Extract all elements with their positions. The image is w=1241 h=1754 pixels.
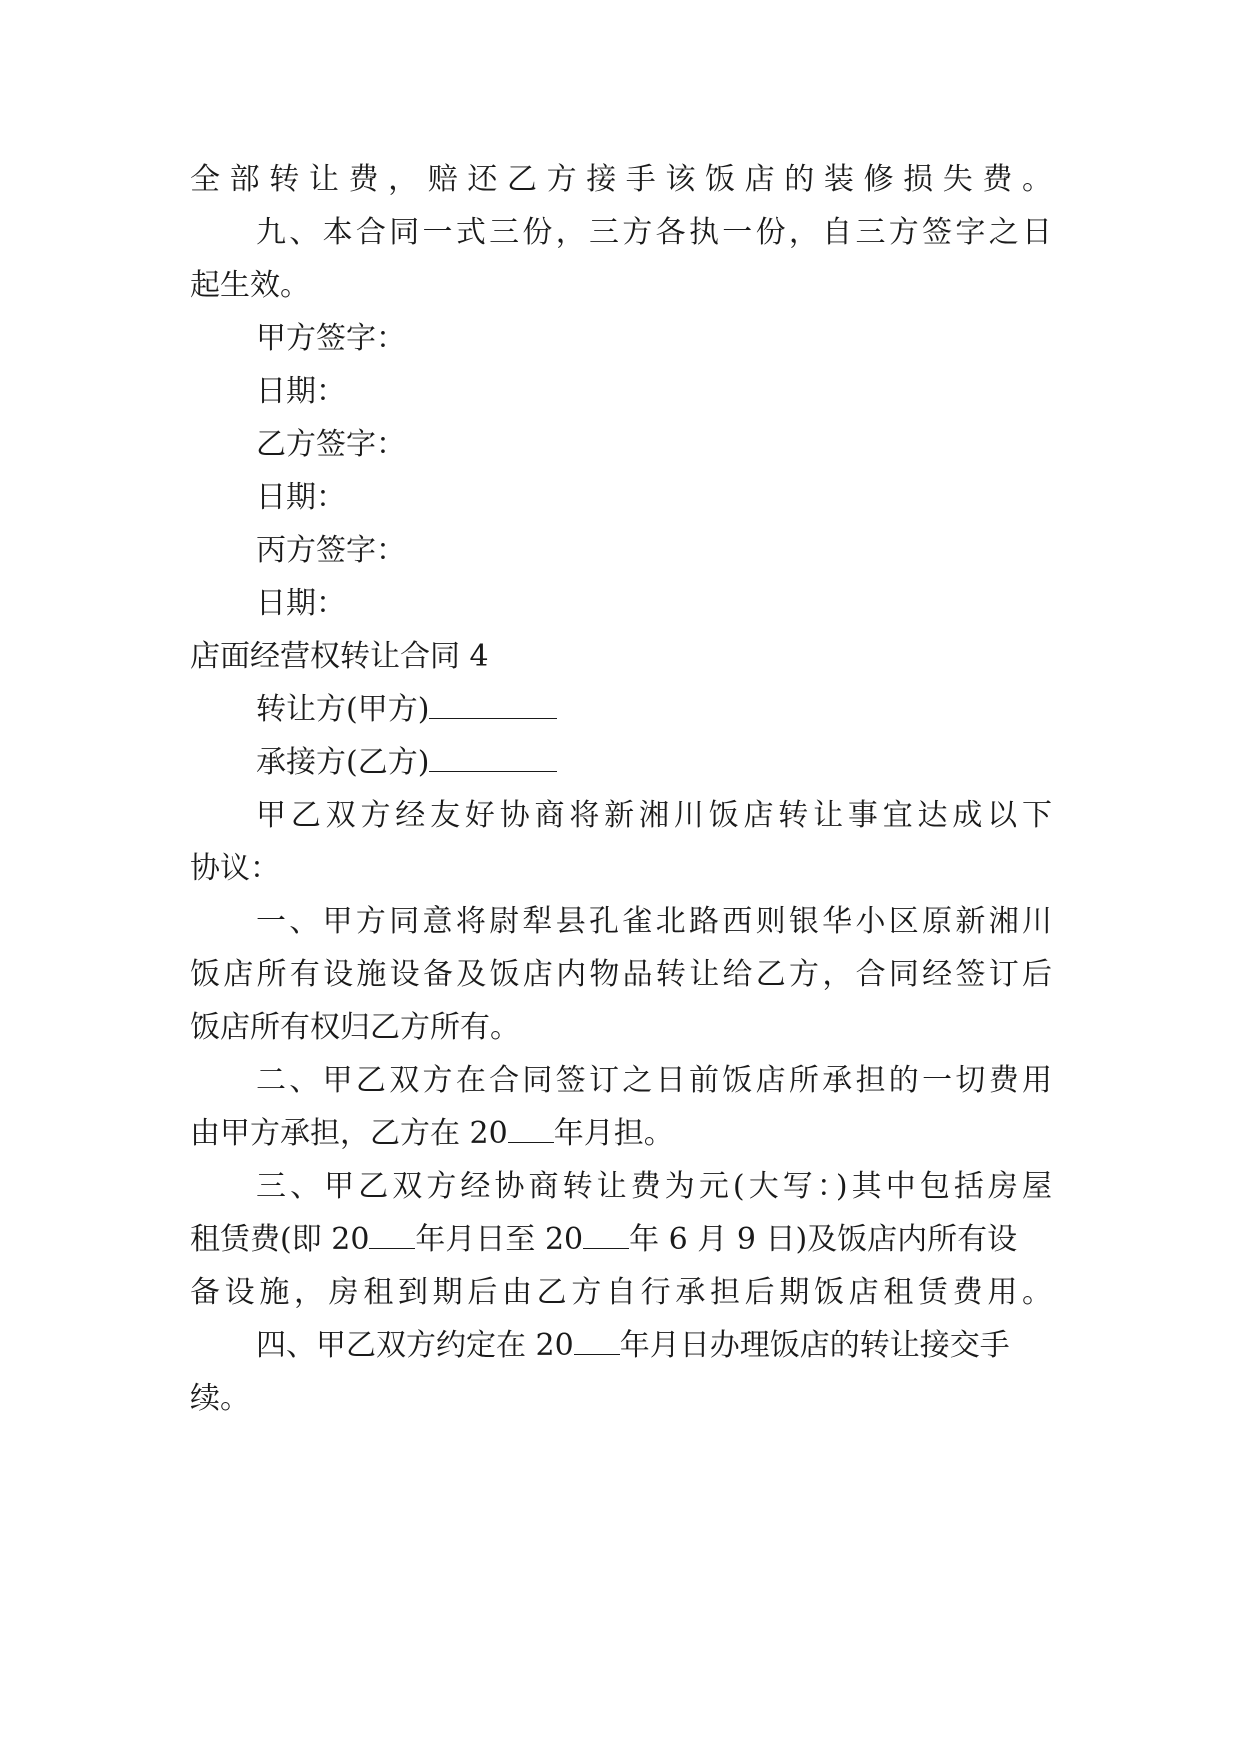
paragraph-line: 续。: [190, 1381, 250, 1416]
text-segment: 年月日至 20: [415, 1222, 584, 1257]
date-label: 日期：: [256, 480, 346, 515]
paragraph-line: [190, 1114, 674, 1154]
blank-underline: [369, 1220, 415, 1249]
blank-underline: [583, 1220, 629, 1249]
date-label: 日期：: [256, 374, 346, 409]
transferor-line: [256, 690, 557, 730]
paragraph-line: [256, 1326, 1010, 1366]
section-title: 店面经营权转让合同 4: [190, 639, 489, 674]
text-segment: 租赁费(即 20: [190, 1222, 370, 1257]
paragraph-line: 协议：: [190, 851, 280, 886]
text-segment: 由甲方承担，乙方在 20: [190, 1116, 508, 1151]
blank-underline: [429, 743, 557, 772]
paragraph-line: 一、甲方同意将尉犁县孔雀北路西则银华小区原新湘川: [256, 904, 1052, 939]
signature-label-party-b: 乙方签字：: [256, 427, 406, 462]
paragraph-line: 饭店所有权归乙方所有。: [190, 1010, 520, 1045]
date-label: 日期：: [256, 586, 346, 621]
text-segment: 年月担。: [553, 1116, 674, 1151]
transferee-label: 承接方(乙方): [256, 745, 430, 780]
signature-label-party-c: 丙方签字：: [256, 533, 406, 568]
paragraph-line: 全部转让费，赔还乙方接手该饭店的装修损失费。: [190, 162, 1052, 197]
paragraph-line: 二、甲乙双方在合同签订之日前饭店所承担的一切费用: [256, 1063, 1052, 1098]
blank-underline: [429, 690, 557, 719]
transferor-label: 转让方(甲方): [256, 692, 430, 727]
text-segment: 年月日办理饭店的转让接交手: [619, 1328, 1010, 1363]
transferee-line: [256, 743, 557, 783]
paragraph-line: 甲乙双方经友好协商将新湘川饭店转让事宜达成以下: [256, 798, 1052, 833]
text-segment: 年 6 月 9 日)及饭店内所有设: [629, 1222, 1018, 1257]
blank-underline: [508, 1114, 554, 1143]
text-segment: 四、甲乙双方约定在 20: [256, 1328, 574, 1363]
blank-underline: [574, 1326, 620, 1355]
paragraph-line: 备设施，房租到期后由乙方自行承担后期饭店租赁费用。: [190, 1275, 1052, 1310]
paragraph-line: 起生效。: [190, 268, 310, 303]
signature-label-party-a: 甲方签字：: [256, 321, 406, 356]
paragraph-line: [190, 1220, 1017, 1260]
paragraph-line: 三、甲乙双方经协商转让费为元(大写：)其中包括房屋: [256, 1169, 1052, 1204]
paragraph-line: 九、本合同一式三份，三方各执一份，自三方签字之日: [256, 215, 1052, 250]
paragraph-line: 饭店所有设施设备及饭店内物品转让给乙方，合同经签订后: [190, 957, 1052, 992]
